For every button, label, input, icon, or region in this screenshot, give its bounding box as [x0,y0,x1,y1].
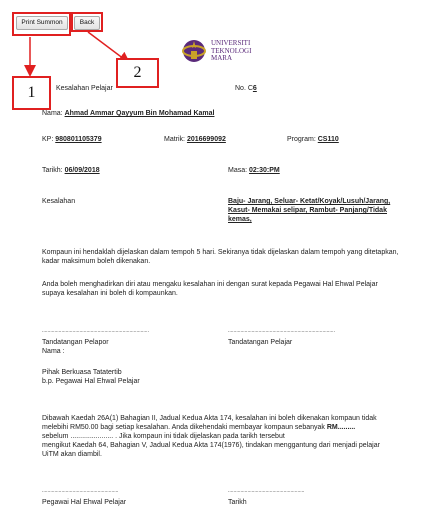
kp-label: KP: [42,136,54,143]
legal-line-1: Dibawah Kaedah 26A(1) Bahagian II, Jadual Kedua Akta 174, kesalahan ini boleh dikenakan kompaun tidak [42,415,377,422]
reporter-name-label: Nama : [42,348,65,355]
callout-2: 2 [116,58,159,88]
reporter-signature-label: Tandatangan Pelapor [42,339,109,346]
time-row [228,167,280,174]
offence-value: Baju- Jarang, Seluar- Ketat/Koyak/Lusuh/Jarang, Kasut- Memakai selipar, Rambut- Panjang/Tidak kemas, [228,198,391,223]
student-name-row [42,110,214,117]
matrik-row [164,136,226,143]
date-row [42,167,100,174]
student-name-value: Ahmad Ammar Qayyum Bin Mohamad Kamal [64,110,215,117]
legal-line-4: mengikut Kaedah 64, Bahagian V, Jadual Kedua Akta 174(1976), tindakan menggantung dari menjadi pelajar [42,442,380,449]
authority-line-1: Pihak Berkuasa Tatatertib [42,369,122,376]
time-label: Masa: [228,167,248,174]
kp-value: 980801105379 [55,136,102,143]
summon-number-label: No. C [235,85,253,92]
footer-date-line: ....................................................... [228,488,305,494]
authority-line-2: b.p. Pegawai Hal Ehwal Pelajar [42,378,140,385]
offence-label: Kesalahan [42,198,76,205]
matrik-label: Matrik: [164,136,185,143]
officer-label: Pegawai Hal Ehwal Pelajar [42,499,127,506]
legal-line-3: sebelum ...................... . Jika kompaun ini tidak dijelaskan pada tarikh tersebut [42,433,285,440]
appeal-notice: Anda boleh menghadirkan diri atau mengaku kesalahan ini dengan surat kepada Pegawai Hal Ehwal Pelajar supaya kesalahan ini boleh di kompaunkan. [42,281,378,297]
summon-number [235,85,257,92]
date-label: Tarikh: [42,167,63,174]
compound-amount: RM......... [326,424,356,431]
student-signature-line: ............................................................................. [228,328,335,334]
program-label: Program: [287,136,316,143]
officer-signature-line: ....................................................... [42,488,119,494]
matrik-value: 2016699092 [186,136,226,143]
compound-notice: Kompaun ini hendaklah dijelaskan dalam tempoh 5 hari. Sekiranya tidak dijelaskan dalam tempoh yang ditetapkan, kadar maksimum boleh dikenakan. [42,249,399,265]
kp-row [42,136,102,143]
summon-number-value: 6 [252,85,257,92]
program-row [287,136,339,143]
time-value: 02:30:PM [249,167,280,174]
date-value: 06/09/2018 [64,167,100,174]
name-label: Nama: [42,110,63,117]
footer-date-label: Tarikh [228,499,247,506]
form-title: Kesalahan Pelajar [56,85,113,92]
program-value: CS110 [317,136,339,143]
logo-line-3: MARA [211,54,233,62]
logo-line-1: UNIVERSITI [211,39,251,47]
legal-line-5: UiTM akan diambil. [42,451,102,458]
uitm-crest-icon [181,38,207,64]
callout-1: 1 [12,76,51,110]
back-button[interactable]: Back [74,16,100,30]
student-signature-label: Tandatangan Pelajar [228,339,293,346]
legal-line-2 [42,424,355,431]
legal-line-2-text: melebihi RM50.00 bagi setiap kesalahan. Anda dikehendaki membayar kompaun sebanyak [42,424,325,431]
logo-line-2: TEKNOLOGI [211,46,252,55]
print-summon-button[interactable]: Print Summon [16,16,68,30]
reporter-signature-line: ............................................................................. [42,328,149,334]
